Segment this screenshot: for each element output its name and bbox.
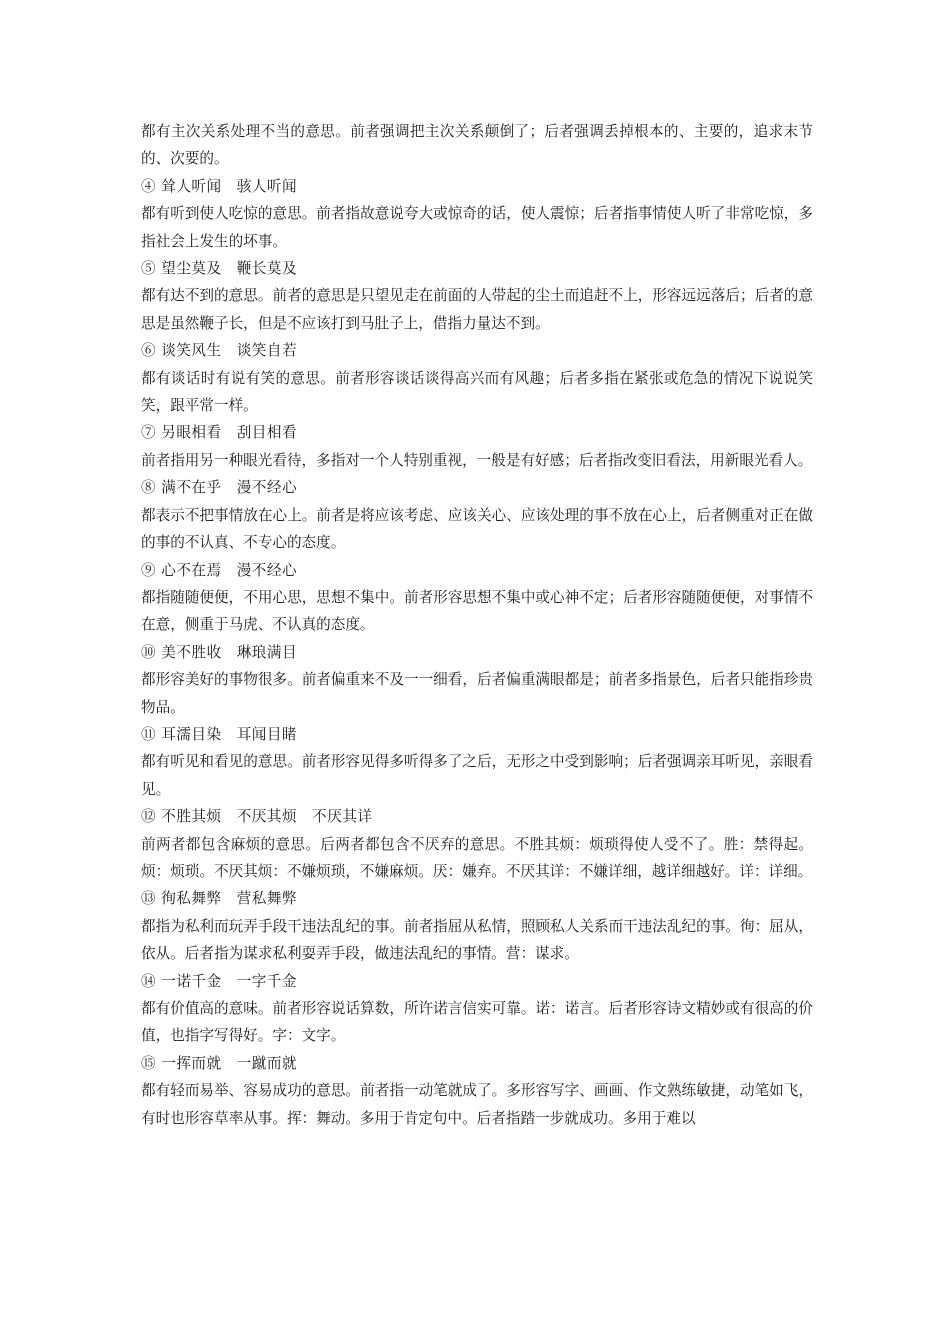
idiom-heading: ④ 耸人听闻 骇人听闻 — [141, 177, 298, 195]
idiom-heading: ⑧ 满不在乎 漫不经心 — [141, 479, 298, 497]
idiom-heading: ⑦ 另眼相看 刮目相看 — [141, 424, 298, 442]
paragraph: 都有听见和看见的意思。前者形容见得多听得多了之后，无形之中受到影响；后者强调亲耳听见，亲眼看见。 — [141, 753, 813, 798]
idiom-heading: ⑤ 望尘莫及 鞭长莫及 — [141, 260, 298, 278]
idiom-heading: ⑭ 一诺千金 一字千金 — [141, 972, 298, 990]
paragraph: 都有主次关系处理不当的意思。前者强调把主次关系颠倒了；后者强调丢掉根本的、主要的，追求末节的、次要的。 — [141, 123, 813, 168]
paragraph: 前者指用另一种眼光看待，多指对一个人特别重视，一般是有好感；后者指改变旧看法，用新眼光看人。 — [141, 451, 813, 469]
paragraph: 都有听到使人吃惊的意思。前者指故意说夸大或惊奇的话，使人震惊；后者指事情使人听了非常吃惊，多指社会上发生的坏事。 — [141, 205, 813, 250]
idiom-heading: ⑩ 美不胜收 琳琅满目 — [141, 643, 298, 661]
idiom-heading: ⑨ 心不在焉 漫不经心 — [141, 561, 298, 579]
paragraph: 都指为私利而玩弄手段干违法乱纪的事。前者指屈从私情，照顾私人关系而干违法乱纪的事。徇：屈从，依从。后者指为谋求私利耍弄手段，做违法乱纪的事情。营：谋求。 — [141, 917, 813, 963]
paragraph: 都形容美好的事物很多。前者偏重来不及一一细看，后者偏重满眼都是；前者多指景色，后者只能指珍贵物品。 — [141, 671, 813, 716]
paragraph: 都指随随便便，不用心思，思想不集中。前者形容思想不集中或心神不定；后者形容随随便便，对事情不在意，侧重于马虎、不认真的态度。 — [141, 588, 813, 634]
idiom-heading: ⑥ 谈笑风生 谈笑自若 — [141, 342, 298, 360]
idiom-heading: ⑫ 不胜其烦 不厌其烦 不厌其详 — [141, 808, 373, 826]
paragraph: 都有价值高的意味。前者形容说话算数，所许诺言信实可靠。诺：诺言。后者形容诗文精妙或有很高的价值，也指字写得好。字：文字。 — [141, 1000, 813, 1045]
paragraph: 前两者都包含麻烦的意思。后两者都包含不厌弃的意思。不胜其烦：烦琐得使人受不了。胜：禁得起。烦：烦琐。不厌其烦：不嫌烦琐，不嫌麻烦。厌：嫌弃。不厌其详：不嫌详细，越详细越好。详：详细。 — [141, 835, 813, 880]
document-page — [141, 118, 813, 1132]
paragraph: 都有轻而易举、容易成功的意思。前者指一动笔就成了。多形容写字、画画、作文熟练敏捷，动笔如飞，有时也形容草率从事。挥：舞动。多用于肯定句中。后者指踏一步就成功。多用于难以 — [141, 1082, 813, 1127]
idiom-heading: ⑪ 耳濡目染 耳闻目睹 — [141, 725, 298, 743]
paragraph: 都表示不把事情放在心上。前者是将应该考虑、应该关心、应该处理的事不放在心上，后者侧重对正在做的事的不认真、不专心的态度。 — [141, 506, 813, 552]
idiom-heading: ⑮ 一挥而就 一蹴而就 — [141, 1054, 298, 1072]
paragraph: 都有达不到的意思。前者的意思是只望见走在前面的人带起的尘土而追赶不上，形容远远落后；后者的意思是虽然鞭子长，但是不应该打到马肚子上，借指力量达不到。 — [141, 287, 813, 332]
idiom-heading: ⑬ 徇私舞弊 营私舞弊 — [141, 890, 298, 908]
paragraph: 都有谈话时有说有笑的意思。前者形容谈话谈得高兴而有风趣；后者多指在紧张或危急的情况下说说笑笑，跟平常一样。 — [141, 369, 813, 415]
